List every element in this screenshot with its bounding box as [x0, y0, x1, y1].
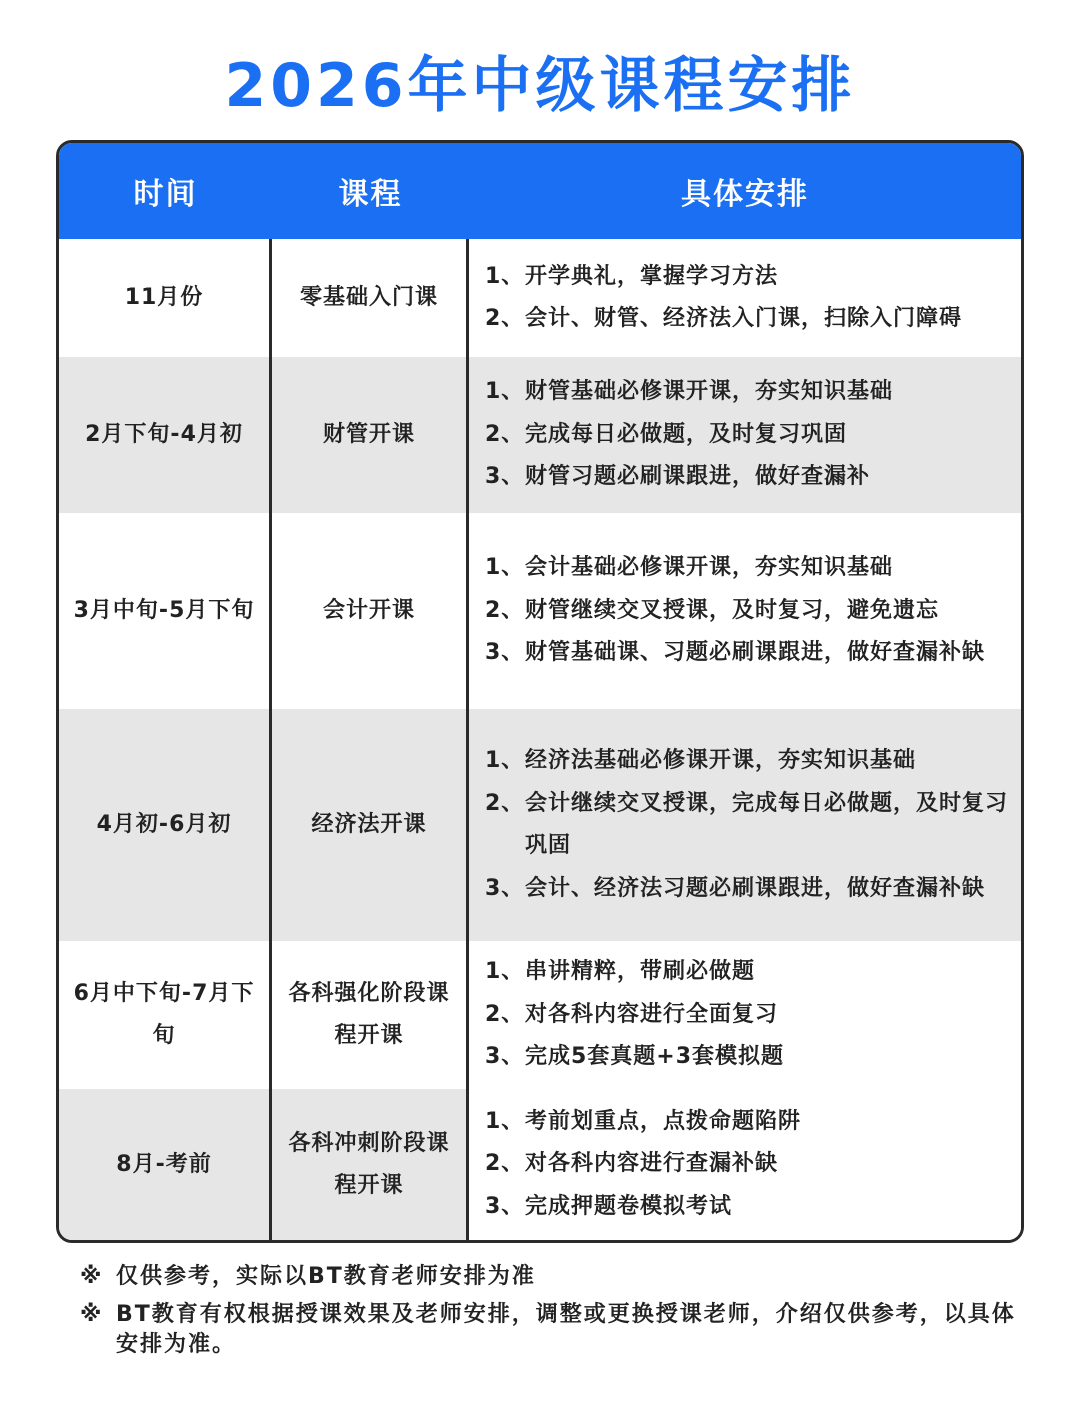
- table-row: [59, 1089, 1021, 1240]
- arrangement-cell: [469, 941, 1021, 1089]
- list-item: [485, 547, 893, 590]
- table-row: [59, 709, 1021, 941]
- table-row: [59, 239, 1021, 357]
- item-text: 经济法基础必修课开课，夯实知识基础: [525, 748, 917, 773]
- time-cell: 3月中旬-5月下旬: [59, 513, 272, 709]
- item-number: 2、: [485, 306, 525, 331]
- list-item: [485, 1143, 778, 1186]
- arrangement-cell: [469, 1089, 1021, 1240]
- list-item: [485, 951, 755, 994]
- item-number: 1、: [485, 748, 525, 773]
- course-cell: 会计开课: [272, 513, 469, 709]
- item-text: 串讲精粹，带刷必做题: [525, 959, 756, 985]
- list-item: [485, 632, 985, 675]
- time-cell: 2月下旬-4月初: [59, 357, 272, 513]
- item-number: 3、: [485, 1044, 525, 1070]
- item-number: 2、: [485, 597, 525, 623]
- item-number: 2、: [485, 1151, 525, 1177]
- item-number: 1、: [485, 263, 525, 289]
- list-item: [485, 994, 778, 1037]
- table-row: [59, 513, 1021, 709]
- item-number: 1、: [485, 959, 525, 985]
- item-number: 2、: [485, 1001, 525, 1027]
- item-text: 财管基础课、习题必刷课跟进，做好查漏补缺: [525, 640, 986, 666]
- schedule-table: [56, 140, 1024, 1243]
- header-arrangement: 具体安排: [681, 177, 809, 212]
- header-time: 时间: [133, 177, 198, 212]
- arrangement-cell: [469, 513, 1021, 709]
- footnote: [80, 1262, 1020, 1292]
- item-number: 2、: [485, 790, 525, 816]
- item-text: 财管习题必刷课跟进，做好查漏补: [525, 464, 871, 490]
- item-number: 1、: [485, 379, 525, 405]
- table-header: [59, 143, 1021, 239]
- item-text: 会计、经济法习题必刷课跟进，做好查漏补缺: [525, 875, 986, 901]
- footnote: [80, 1300, 1020, 1360]
- item-text: 财管继续交叉授课，及时复习，避免遗忘: [525, 597, 940, 623]
- item-number: 1、: [485, 555, 525, 581]
- course-cell: 零基础入门课: [272, 239, 469, 357]
- arrangement-cell: [469, 709, 1021, 941]
- item-number: 3、: [485, 875, 525, 901]
- list-item: [485, 256, 778, 299]
- item-text: 完成每日必做题，及时复习巩固: [525, 421, 848, 447]
- note-text: 仅供参考，实际以BT教育老师安排为准: [116, 1264, 536, 1289]
- item-number: 2、: [485, 421, 525, 447]
- list-item: [485, 414, 847, 457]
- course-cell: 财管开课: [272, 357, 469, 513]
- item-text: 完成5套真题+3套模拟题: [525, 1044, 785, 1070]
- item-text: 会计继续交叉授课，完成每日必做题，及时复习巩固: [525, 790, 1009, 858]
- list-item: [485, 371, 893, 414]
- item-number: 1、: [485, 1108, 525, 1134]
- item-number: 3、: [485, 640, 525, 666]
- course-cell: 经济法开课: [272, 709, 469, 941]
- item-text: 考前划重点，点拨命题陷阱: [525, 1108, 802, 1134]
- page-title: 2026年中级课程安排: [224, 51, 856, 121]
- list-item: [485, 1186, 732, 1229]
- time-cell: 4月初-6月初: [59, 709, 272, 941]
- table-row: [59, 941, 1021, 1089]
- item-text: 对各科内容进行查漏补缺: [525, 1151, 779, 1177]
- header-course: 课程: [338, 177, 403, 212]
- course-cell: 各科冲刺阶段课程开课: [272, 1089, 469, 1240]
- note-mark: ※: [80, 1302, 104, 1327]
- item-text: 完成押题卷模拟考试: [525, 1193, 733, 1219]
- item-number: 3、: [485, 1193, 525, 1219]
- time-cell: 11月份: [59, 239, 272, 357]
- item-text: 开学典礼，掌握学习方法: [525, 263, 779, 289]
- note-mark: ※: [80, 1264, 104, 1289]
- time-cell: 8月-考前: [59, 1089, 272, 1240]
- note-text: BT教育有权根据授课效果及老师安排，调整或更换授课老师，介绍仅供参考，以具体安排为准。: [116, 1302, 1016, 1357]
- course-cell: 各科强化阶段课程开课: [272, 941, 469, 1089]
- time-cell: 6月中下旬-7月下旬: [59, 941, 272, 1089]
- arrangement-cell: [469, 357, 1021, 513]
- list-item: [485, 1036, 784, 1079]
- arrangement-cell: [469, 239, 1021, 357]
- list-item: [485, 868, 985, 911]
- item-text: 对各科内容进行全面复习: [525, 1001, 779, 1027]
- item-text: 会计、财管、经济法入门课，扫除入门障碍: [525, 306, 963, 331]
- list-item: [485, 456, 870, 499]
- item-text: 财管基础必修课开课，夯实知识基础: [525, 379, 894, 405]
- list-item: [485, 298, 962, 341]
- list-item: [485, 590, 939, 633]
- item-number: 3、: [485, 464, 525, 490]
- list-item: [485, 783, 1013, 868]
- list-item: [485, 1101, 801, 1144]
- list-item: [485, 740, 916, 783]
- table-row: [59, 357, 1021, 513]
- item-text: 会计基础必修课开课，夯实知识基础: [525, 555, 894, 581]
- footnotes: [80, 1262, 1020, 1368]
